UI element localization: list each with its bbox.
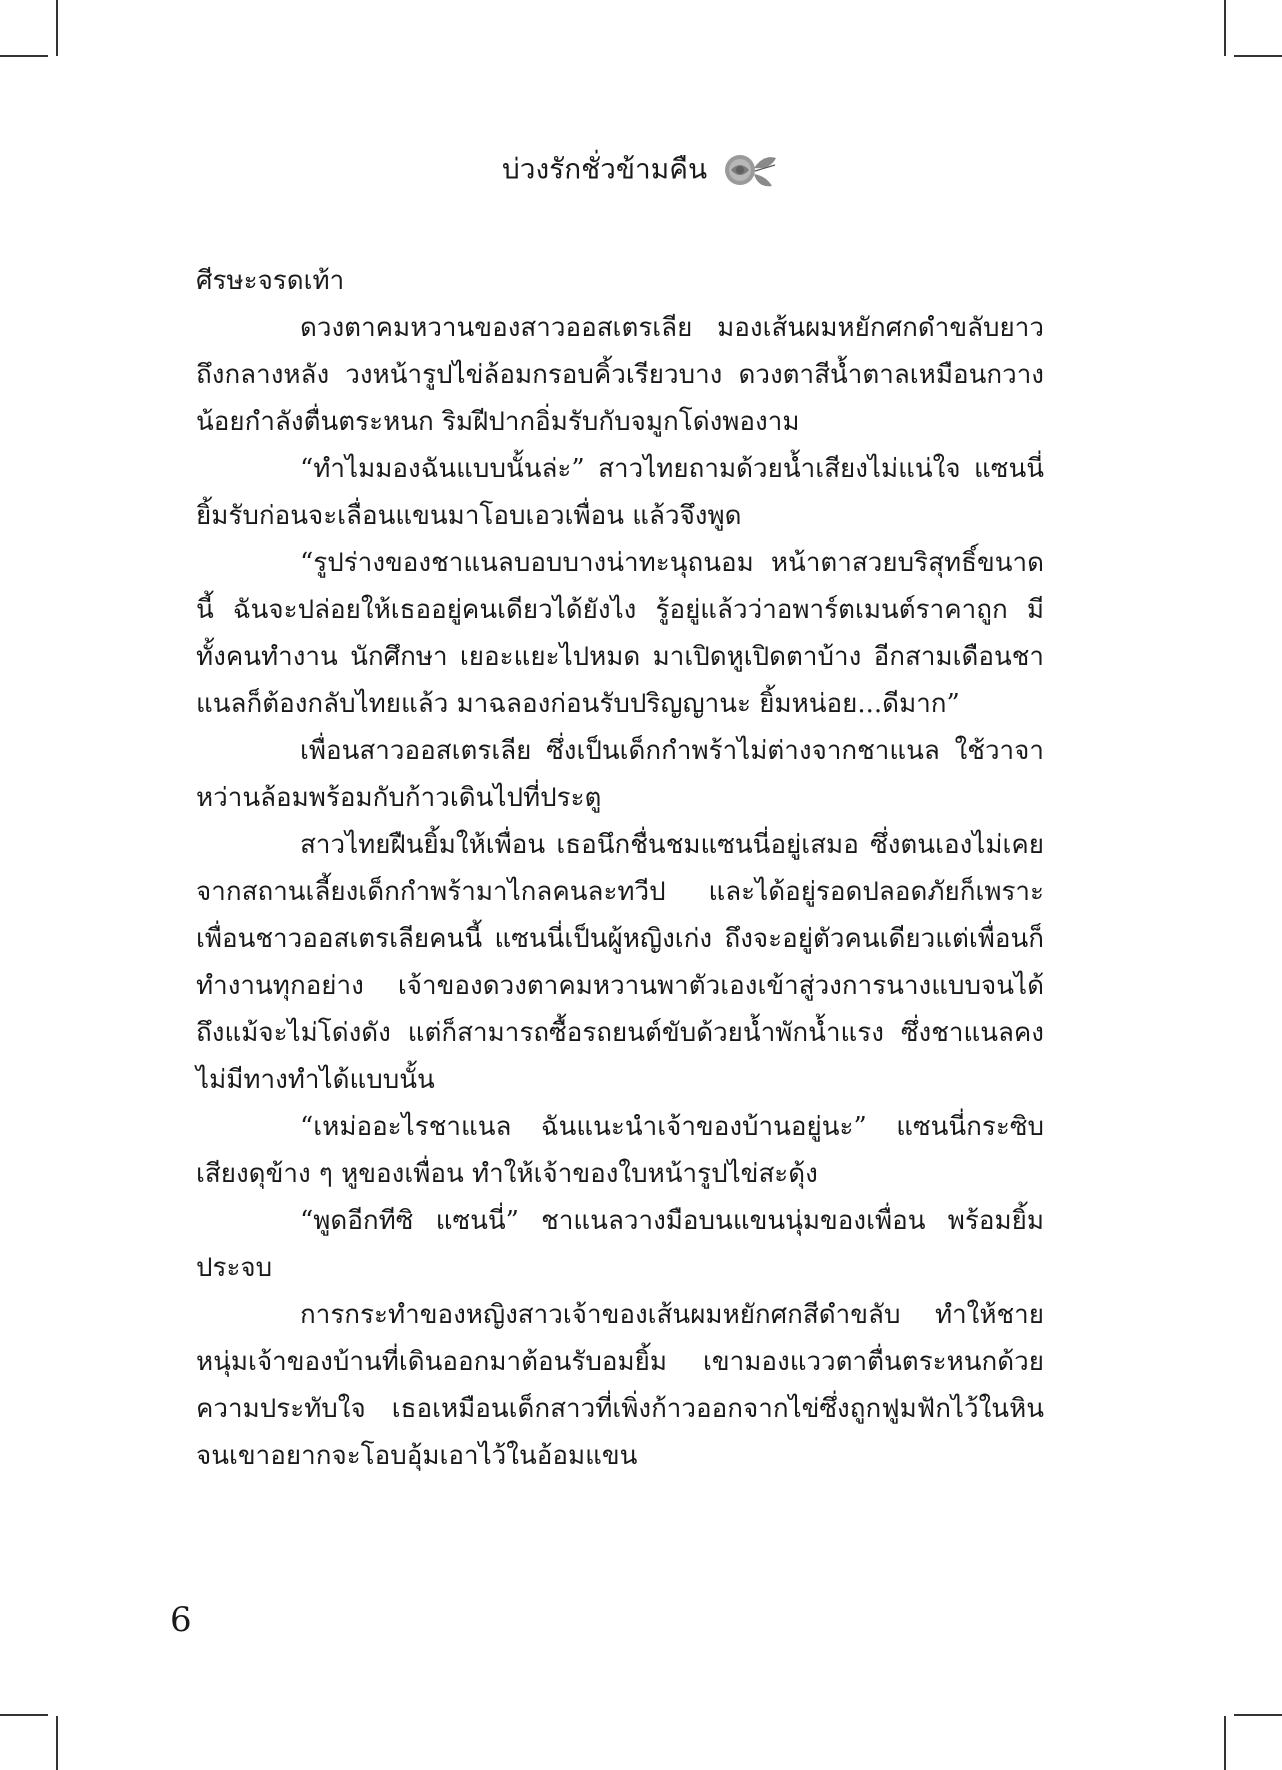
body-text [196, 258, 1044, 1480]
rose-icon [722, 150, 780, 190]
book-title: บ่วงรักชั่วข้ามคืน [502, 152, 708, 186]
crop-mark-bl-h [0, 1714, 48, 1716]
paragraph: “รูปร่างของชาแนลบอบบางน่าทะนุถนอม หน้าตาสวยบริสุทธิ์ขนาดนี้ ฉันจะปล่อยให้เธออยู่คนเดียวได้ยังไง รู้อยู่แล้วว่าอพาร์ตเมนต์ราคาถูก มีทั้งคนทำงาน นักศึกษา เยอะแยะไปหมด มาเปิดหูเปิดตาบ้าง อีกสามเดือนชาแนลก็ต้องกลับไทยแล้ว มาฉลองก่อนรับปริญญานะ ยิ้มหน่อย...ดีมาก” [196, 548, 1044, 719]
paragraph: “พูดอีกทีซิ แซนนี่” ชาแนลวางมือบนแขนนุ่มของเพื่อน พร้อมยิ้มประจบ [196, 1206, 1044, 1283]
paragraph: “เหม่ออะไรชาแนล ฉันแนะนำเจ้าของบ้านอยู่นะ” แซนนี่กระซิบเสียงดุข้าง ๆ หูของเพื่อน ทำให้เจ้าของใบหน้ารูปไข่สะดุ้ง [196, 1112, 1044, 1189]
crop-mark-tr-v [1224, 0, 1226, 56]
crop-mark-bl-v [56, 1716, 58, 1770]
crop-mark-tr-h [1234, 55, 1282, 57]
crop-mark-br-v [1224, 1716, 1226, 1770]
paragraph: สาวไทยฝืนยิ้มให้เพื่อน เธอนึกชื่นชมแซนนี่อยู่เสมอ ซึ่งตนเองไม่เคยจากสถานเลี้ยงเด็กกำพร้ามาไกลคนละทวีป และได้อยู่รอดปลอดภัยก็เพราะเพื่อนชาวออสเตรเลียคนนี้ แซนนี่เป็นผู้หญิงเก่ง ถึงจะอยู่ตัวคนเดียวแต่เพื่อนก็ทำงานทุกอย่าง เจ้าของดวงตาคมหวานพาตัวเองเข้าสู่วงการนางแบบจนได้ ถึงแม้จะไม่โด่งดัง แต่ก็สามารถซื้อรถยนต์ขับด้วยน้ำพักน้ำแรง ซึ่งชาแนลคงไม่มีทางทำได้แบบนั้น [196, 830, 1044, 1095]
paragraph: ศีรษะจรดเท้า [196, 266, 345, 296]
paragraph: “ทำไมมองฉันแบบนั้นล่ะ” สาวไทยถามด้วยน้ำเสียงไม่แน่ใจ แซนนี่ยิ้มรับก่อนจะเลื่อนแขนมาโอบเอวเพื่อน แล้วจึงพูด [196, 454, 1044, 531]
paragraph: ดวงตาคมหวานของสาวออสเตรเลีย มองเส้นผมหยักศกดำขลับยาวถึงกลางหลัง วงหน้ารูปไข่ล้อมกรอบคิ้วเรียวบาง ดวงตาสีน้ำตาลเหมือนกวางน้อยกำลังตื่นตระหนก ริมฝีปากอิ่มรับกับจมูกโด่งพองาม [196, 313, 1044, 437]
crop-mark-br-h [1234, 1714, 1282, 1716]
paragraph: การกระทำของหญิงสาวเจ้าของเส้นผมหยักศกสีดำขลับ ทำให้ชายหนุ่มเจ้าของบ้านที่เดินออกมาต้อนรับอมยิ้ม เขามองแววตาตื่นตระหนกด้วยความประทับใจ เธอเหมือนเด็กสาวที่เพิ่งก้าวออกจากไข่ซึ่งถูกฟูมฟักไว้ในหิน จนเขาอยากจะโอบอุ้มเอาไว้ในอ้อมแขน [196, 1300, 1044, 1471]
paragraph: เพื่อนสาวออสเตรเลีย ซึ่งเป็นเด็กกำพร้าไม่ต่างจากชาแนล ใช้วาจาหว่านล้อมพร้อมกับก้าวเดินไปที่ประตู [196, 736, 1044, 813]
crop-mark-tl-h [0, 55, 48, 57]
page-number: 6 [170, 1600, 192, 1640]
running-header [0, 148, 1282, 190]
crop-mark-tl-v [56, 0, 58, 56]
